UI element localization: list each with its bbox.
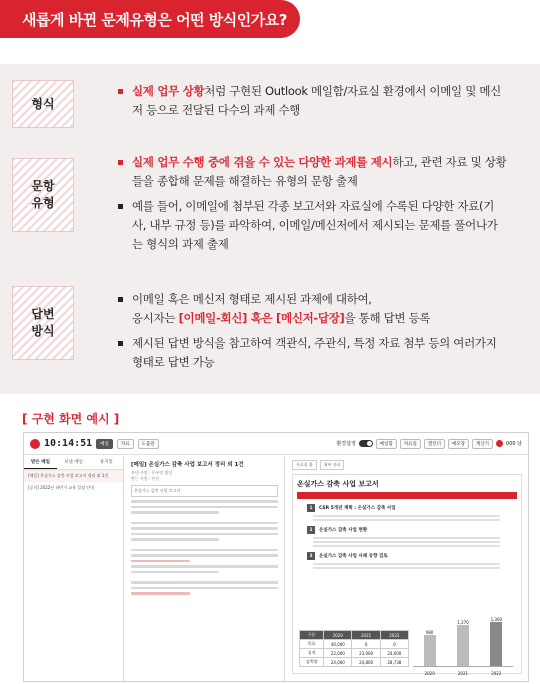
table-cell: 실적 <box>300 649 324 658</box>
chart-bar <box>490 622 502 666</box>
tab-trash[interactable]: 휴지통 <box>99 460 114 465</box>
mailbox-button[interactable]: 메일함 <box>376 439 397 449</box>
table-row <box>300 640 409 649</box>
chart-bar-group: 1,270 2021 <box>457 620 469 676</box>
body-line <box>131 587 278 590</box>
table-header: 2022 <box>380 631 408 640</box>
body-line <box>131 522 278 525</box>
help-button[interactable]: 도움말 <box>138 439 159 449</box>
doc-line <box>313 519 500 521</box>
bar-value-label: 1,270 <box>457 620 469 626</box>
list-item[interactable]: [메일] 온실가스 감축 사업 보고서 정리 외 1건 <box>24 470 123 482</box>
bar-value-label: 980 <box>425 629 434 635</box>
table-cell: 40,000 <box>324 640 352 649</box>
chart-bar-group: 1,360 2022 <box>490 617 503 676</box>
attachment[interactable]: 온실가스 감축 사업 보고서 <box>131 485 278 497</box>
table-cell: 목표 <box>300 640 324 649</box>
section-label-question-type: 문항 유형 <box>12 158 74 232</box>
question-type-items <box>118 153 508 260</box>
chart-bar-group: 980 2020 <box>424 629 435 676</box>
page-banner: 새롭게 바뀐 문제유형은 어떤 방식인가요? <box>0 0 300 38</box>
table-cell: 감축량 <box>300 658 324 667</box>
body-line <box>131 592 190 595</box>
doc-tabs <box>292 460 522 470</box>
table-cell: 0 <box>352 640 380 649</box>
bell-icon[interactable] <box>496 440 503 447</box>
document <box>292 474 522 674</box>
doc-line <box>313 541 500 543</box>
body-line <box>131 527 278 530</box>
chart-bar <box>457 625 469 666</box>
list-item[interactable]: [공지] 2022년 하반기 교육 일정 안내 <box>28 485 95 490</box>
table-row <box>300 658 409 667</box>
bar-value-label: 1,360 <box>490 617 503 623</box>
question-type-item: 예를 들어, 이메일에 첨부된 각종 보고서와 자료실에 수록된 다양한 자료(기사, 내부 규정 등)를 파악하여, 이메일/메신저에서 제시되는 문제를 풀어나가는 형식의 과제 출제 <box>118 197 508 254</box>
remaining-count: 000 남 <box>506 441 522 447</box>
doc-line <box>313 563 500 565</box>
body-line <box>131 565 278 568</box>
table-cell: 0 <box>380 640 408 649</box>
body-line <box>131 571 219 574</box>
table-header: 2021 <box>352 631 380 640</box>
format-item: 실제 업무 상황처럼 구현된 Outlook 메일함/자료실 환경에서 이메일 및 메신저 등으로 전달된 다수의 과제 수행 <box>118 82 508 120</box>
tab-sent[interactable]: 보낸 메일 <box>64 460 83 465</box>
memo-button[interactable]: 메모장 <box>448 439 469 449</box>
mail-recipient: 받는 사람 : 본인 <box>131 476 160 481</box>
mail-tabs <box>24 456 123 470</box>
screen-example <box>23 432 529 682</box>
body-line <box>131 511 219 514</box>
table-cell: 22,000 <box>324 649 352 658</box>
settings-label: 환경설정 <box>336 441 356 447</box>
table-cell: 24,800 <box>352 658 380 667</box>
section-label-answer-method: 답변 방식 <box>12 286 74 360</box>
table-cell: 23,000 <box>352 649 380 658</box>
table-cell: 24,000 <box>380 649 408 658</box>
settings-toggle[interactable] <box>359 440 373 447</box>
doc-header-bar <box>297 492 517 499</box>
app-topbar <box>24 433 528 455</box>
document-pane <box>286 456 528 681</box>
answer-method-item: 제시된 답변 방식을 참고하여 객관식, 주관식, 특정 자료 첨부 등의 여러가지 형태로 답변 가능 <box>118 334 508 372</box>
doc-line <box>313 537 500 539</box>
calculator-button[interactable]: 계산기 <box>472 439 493 449</box>
doc-line <box>313 515 500 517</box>
doc-table <box>299 630 409 667</box>
body-line <box>131 506 278 509</box>
mail-sender: 보낸 사람 : 본부장 팀장 <box>131 470 173 475</box>
answer-method-items <box>118 290 508 378</box>
body-line <box>131 581 278 584</box>
body-line <box>131 500 278 503</box>
format-items <box>118 82 508 126</box>
body-line <box>131 549 278 552</box>
topbar-right <box>336 439 522 449</box>
body-line <box>131 560 190 563</box>
screen-example-title: [ 구현 화면 예시 ] <box>22 412 120 426</box>
mail-list-pane <box>24 456 124 681</box>
table-header: 2020 <box>324 631 352 640</box>
logo-icon <box>30 439 40 449</box>
body-line <box>131 538 219 541</box>
tab-inbox[interactable]: 받은 메일 <box>24 456 57 469</box>
calendar-button[interactable]: 캘린더 <box>424 439 445 449</box>
doc-title: 온실가스 감축 사업 보고서 <box>297 480 379 488</box>
mail-view-pane <box>125 456 285 681</box>
data-button[interactable]: 자료 <box>117 439 134 449</box>
question-type-item: 실제 업무 수행 중에 겪을 수 있는 다양한 과제를 제시하고, 관련 자료 및 상황들을 종합해 문제를 해결하는 유형의 문항 출제 <box>118 153 508 191</box>
clock: 10:14:51 <box>44 438 93 449</box>
doc-line <box>313 545 500 547</box>
doc-section: 3 온실가스 감축 사업 사례 동향 검토 <box>307 552 517 560</box>
section-label-format: 형식 <box>12 80 74 128</box>
table-cell: 24,000 <box>324 658 352 667</box>
doc-bar-chart <box>413 612 513 676</box>
doc-line <box>313 567 500 569</box>
body-line <box>131 554 278 557</box>
doc-section: 2 온실가스 감축 사업 현황 <box>307 526 517 534</box>
tab-library-home[interactable]: 자료실 홈 <box>292 460 317 470</box>
body-line <box>131 533 278 536</box>
mail-title: [메일] 온실가스 감축 사업 보고서 정리 외 1건 <box>131 462 244 468</box>
table-row <box>300 649 409 658</box>
library-button[interactable]: 자료실 <box>400 439 421 449</box>
mail-button[interactable]: 메일 <box>96 439 113 449</box>
table-header: 구분 <box>300 631 324 640</box>
doc-section: 1 CSR 5개년 계획 : 온실가스 감축 사업 <box>307 504 517 512</box>
tab-attachment[interactable]: 첨부 자료 <box>320 460 345 470</box>
answer-method-item: 이메일 혹은 메신저 형태로 제시된 과제에 대하여, 응시자는 [이메일-회신] 혹은 [메신저-답장]을 통해 답변 등록 <box>118 290 508 328</box>
chart-bar <box>424 635 436 666</box>
table-cell: 28,738 <box>380 658 408 667</box>
info-panel <box>0 64 540 394</box>
